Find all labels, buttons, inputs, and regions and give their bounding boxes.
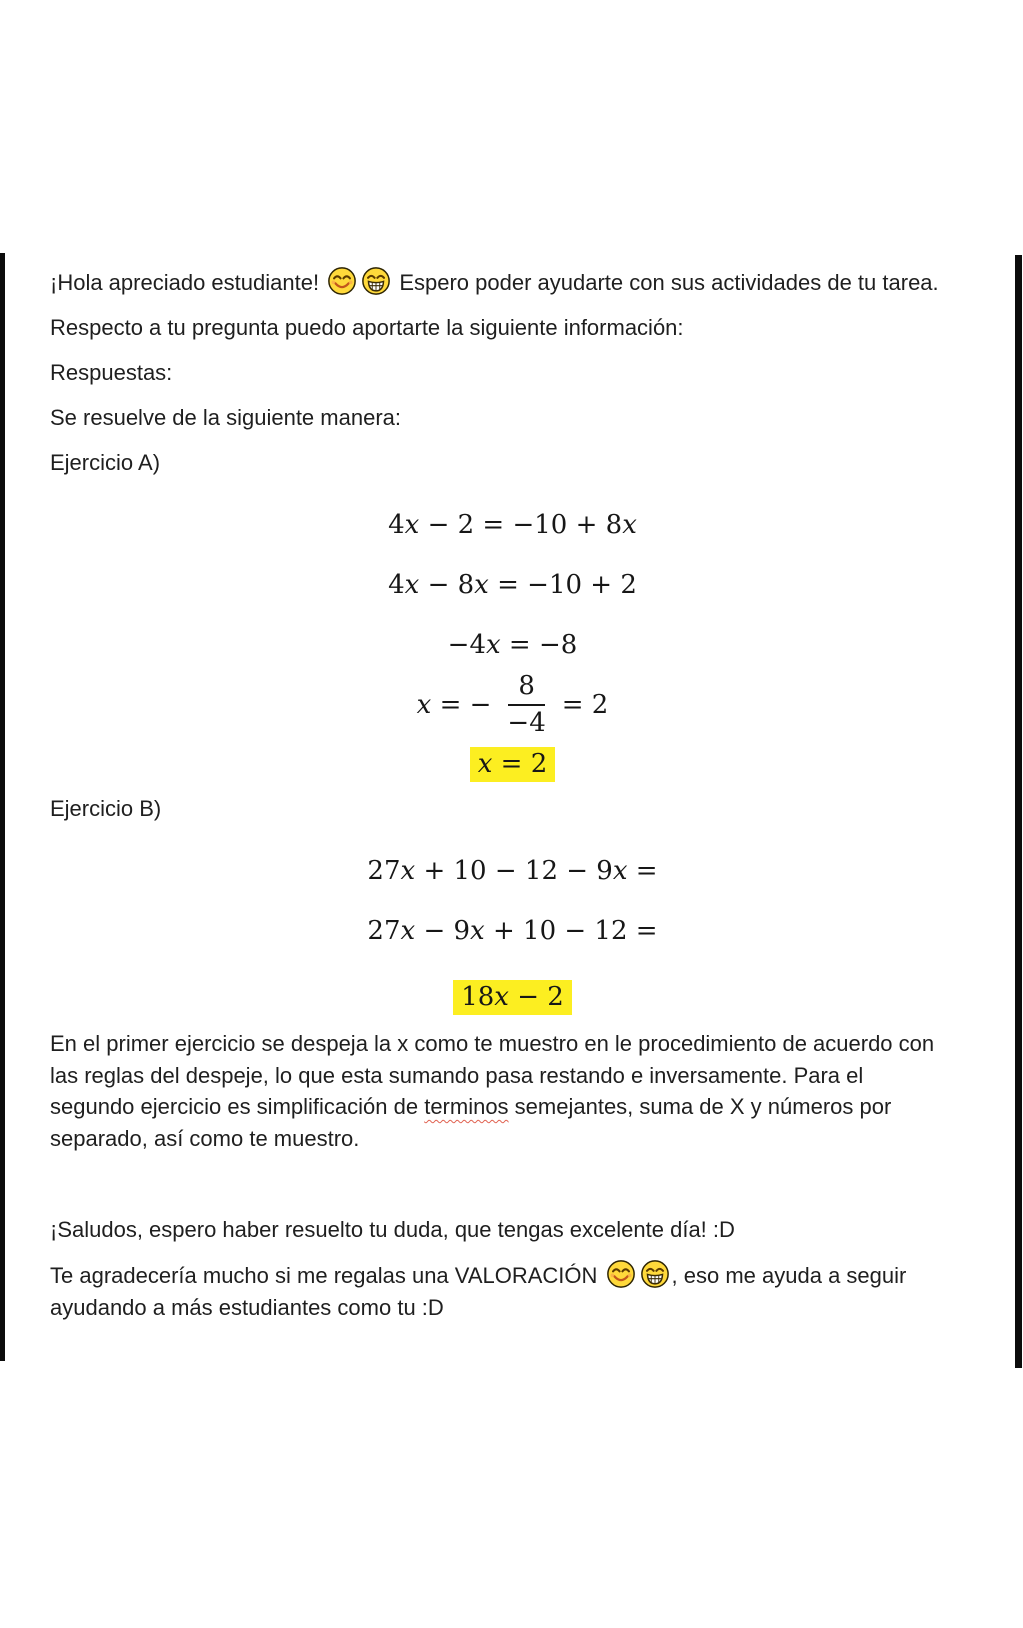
exercise-a-step-3: −4x = −8 (447, 630, 578, 660)
rating-paragraph (50, 1259, 935, 1323)
exercise-a-step-4 (50, 672, 975, 737)
intro-line: Respecto a tu pregunta puedo aportarte la siguiente información: (50, 315, 684, 340)
exercise-b-answer-line (50, 980, 975, 1014)
greeting-text-after: Espero poder ayudarte con sus actividades de tu tarea. (399, 270, 939, 295)
smiling-face-emoji (606, 1259, 636, 1289)
misspelled-word: terminos (424, 1094, 509, 1120)
fraction (497, 672, 555, 737)
greeting-line (50, 266, 975, 298)
rating-text-before: Te agradecería mucho si me regalas una VALORACIÓN (50, 1263, 598, 1289)
farewell-line: ¡Saludos, espero haber resuelto tu duda, que tengas excelente día! :D (50, 1217, 735, 1243)
exercise-a-step-2: 4x − 8x = −10 + 2 (388, 570, 637, 600)
smiling-face-emoji (327, 266, 357, 296)
explanation-paragraph (50, 1028, 935, 1154)
exercise-a-step-1: 4x − 2 = −10 + 8x (388, 510, 637, 540)
grinning-face-emoji (640, 1259, 670, 1289)
exercise-a-answer-highlight: x = 2 (470, 747, 556, 782)
explanation-part2: semejantes, suma de X y números por separado, así como te muestro. (50, 1094, 892, 1151)
exercise-a-label: Ejercicio A) (50, 450, 161, 475)
exercise-b-label: Ejercicio B) (50, 796, 162, 822)
explanation-part1: En el primer ejercicio se despeja la x como te muestro en le procedimiento de acuerdo con las reglas del despeje, lo que esta sumando pasa restando e inversamente. Para el segundo ejercicio es simplificación de (50, 1031, 935, 1120)
rating-text-after: , eso me ayuda a seguir ayudando a más estudiantes como tu :D (50, 1263, 907, 1320)
fraction-numerator: 8 (508, 672, 545, 706)
exercise-a-answer-line (50, 747, 975, 781)
fraction-denominator: −4 (507, 707, 546, 738)
grinning-face-emoji (361, 266, 391, 296)
exercise-b-step-1: 27x + 10 − 12 − 9x = (367, 856, 658, 887)
exercise-b-step-2: 27x − 9x + 10 − 12 = (367, 916, 658, 947)
fraction-result: = 2 (561, 689, 609, 720)
greeting-text-before: ¡Hola apreciado estudiante! (50, 270, 320, 295)
exercise-b-answer-highlight: 18x − 2 (453, 980, 572, 1015)
fraction-lead: x = − (416, 689, 492, 720)
answers-label: Respuestas: (50, 360, 173, 385)
method-line: Se resuelve de la siguiente manera: (50, 405, 401, 430)
